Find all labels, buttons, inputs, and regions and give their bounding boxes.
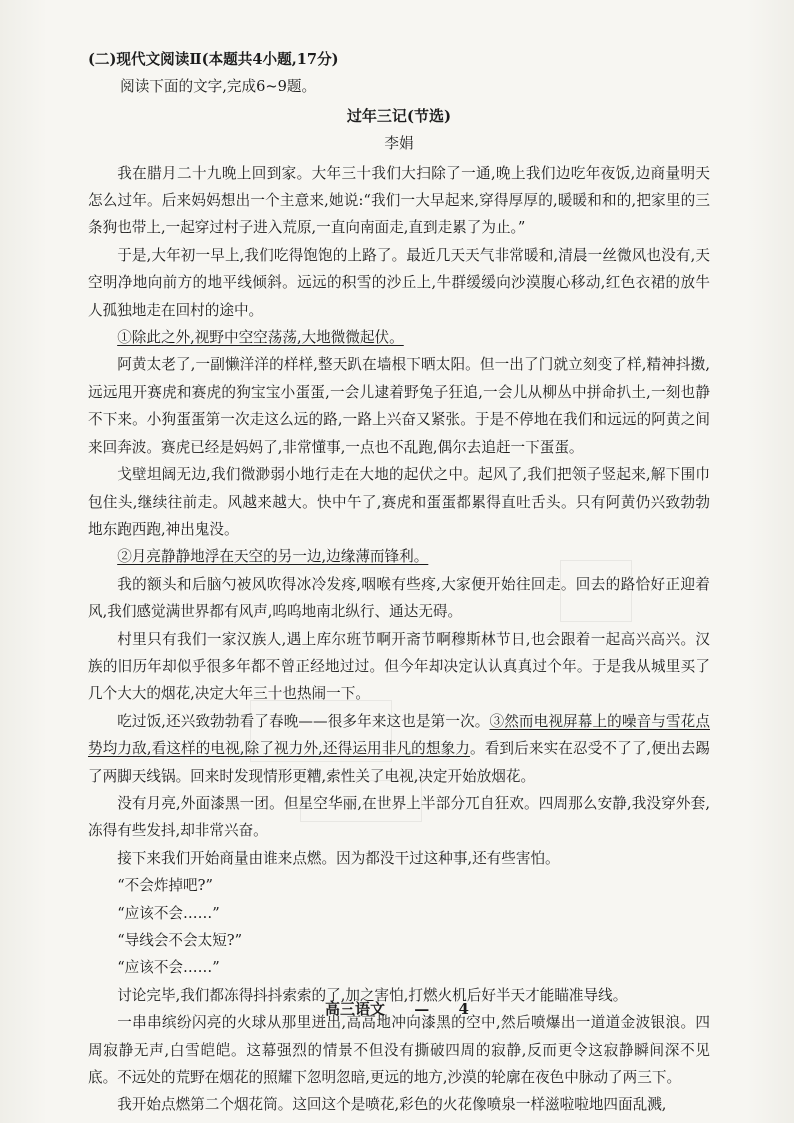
dialogue-line: “应该不会……” [117,959,220,977]
paragraph [88,324,710,351]
footer-page-number: 4 [458,1000,469,1018]
exam-content [88,46,710,1119]
footer-subject: 高三语文 [325,1000,386,1018]
paragraph: 接下来我们开始商量由谁来点燃。因为都没干过这种事,还有些害怕。 [117,849,560,867]
paragraph: 我在腊月二十九晚上回到家。大年三十我们大扫除了一通,晚上我们边吃年夜饭,边商量明天怎么过年。后来妈妈想出一个主意来,她说:“我们一大早起来,穿得厚厚的,暖暖和和的,把家里的三条狗也带上,一起穿过村子进入荒原,一直向南面走,直到走累了为止。” [88,164,710,237]
instruction-text: 阅读下面的文字,完成6~9题。 [120,78,317,96]
paragraph: 于是,大年初一早上,我们吃得饱饱的上路了。最近几天天气非常暖和,清晨一丝微风也没有,天空明净地向前方的地平线倾斜。远远的积雪的沙丘上,牛群缓缓向沙漠腹心移动,红色衣裙的放牛人孤独地走在回村的途中。 [88,246,710,319]
underlined-sentence-1: ①除此之外,视野中空空荡荡,大地微微起伏。 [117,329,404,347]
dialogue-line: “导线会不会太短?” [117,932,243,949]
article-author: 李娟 [384,135,414,153]
paragraph: 阿黄太老了,一副懒洋洋的样样,整天趴在墙根下晒太阳。但一出了门就立刻变了样,精神抖擞,远远甩开赛虎和赛虎的狗宝宝小蛋蛋,一会儿逮着野兔子狂追,一会儿从柳丛中拼命扒土,一刻也静不下来。小狗蛋蛋第一次走这么远的路,一路上兴奋又紧张。于是不停地在我们和远远的阿黄之间来回奔波。赛虎已经是妈妈了,非常懂事,一点也不乱跑,偶尔去追赶一下蛋蛋。 [88,356,710,456]
page-footer [0,998,794,1019]
dialogue-line: “不会炸掉吧?” [117,877,213,895]
dialogue-line: “应该不会……” [117,904,220,922]
paragraph: 我的额头和后脑勺被风吹得冰冷发疼,咽喉有些疼,大家便开始往回走。回去的路恰好正迎着风,我们感觉满世界都有风声,呜呜地南北纵行、通达无碍。 [88,575,710,621]
paragraph: 没有月亮,外面漆黑一团。但星空华丽,在世界上半部分兀自狂欢。四周那么安静,我没穿外套,冻得有些发抖,却非常兴奋。 [88,794,710,840]
section-heading: (二)现代文阅读Ⅱ(本题共4小题,17分) [88,51,339,68]
paragraph: 我开始点燃第二个烟花筒。这回这个是喷花,彩色的火花像喷泉一样滋啦啦地四面乱溅, [117,1096,667,1114]
paragraph: 村里只有我们一家汉族人,遇上库尔班节啊开斋节啊穆斯林节日,也会跟着一起高兴高兴。汉族的旧历年却似乎很多年都不曾正经地过过。但今年却决定认认真真过个年。于是我从城里买了几个大大的烟花,决定大年三十也热闹一下。 [88,630,710,703]
paragraph: 戈壁坦阔无边,我们微渺弱小地行走在大地的起伏之中。起风了,我们把领子竖起来,解下围巾包住头,继续往前走。风越来越大。快中午了,赛虎和蛋蛋都累得直吐舌头。只有阿黄仍兴致勃勃地东跑西跑,神出鬼没。 [88,466,710,538]
paragraph [88,543,710,570]
article-title: 过年三记(节选) [346,106,452,125]
footer-dash: — [414,1000,430,1018]
paragraph: 一串串缤纷闪亮的火球从那里迸出,高高地冲向漆黑的空中,然后喷爆出一道道金波银浪。四周寂静无声,白雪皑皑。这幕强烈的情景不但没有撕破四周的寂静,反而更令这寂静瞬间深不见底。不远处的荒野在烟花的照耀下忽明忽暗,更远的地方,沙漠的轮廓在夜色中脉动了两三下。 [88,1014,710,1087]
underlined-sentence-3: ③然而电视屏幕上的噪音与雪花点势均力敌,看这样的电视,除了视力外,还得运用非凡的想象力 [88,712,710,758]
underlined-sentence-2: ②月亮静静地浮在天空的另一边,边缘薄而锋利。 [117,548,429,566]
paragraph: 讨论完毕,我们都冻得抖抖索索的了,加之害怕,打燃火机后好半天才能瞄准导线。 [117,986,628,1004]
paragraph-with-underline-3: 吃过饭,还兴致勃勃看了春晚——很多年来这也是第一次。③然而电视屏幕上的噪音与雪花点势均力敌,看这样的电视,除了视力外,还得运用非凡的想象力。看到后来实在忍受不了了,便出去踢了两脚天线锅。回来时发现情形更糟,索性关了电视,决定开始放烟花。 [88,712,711,785]
